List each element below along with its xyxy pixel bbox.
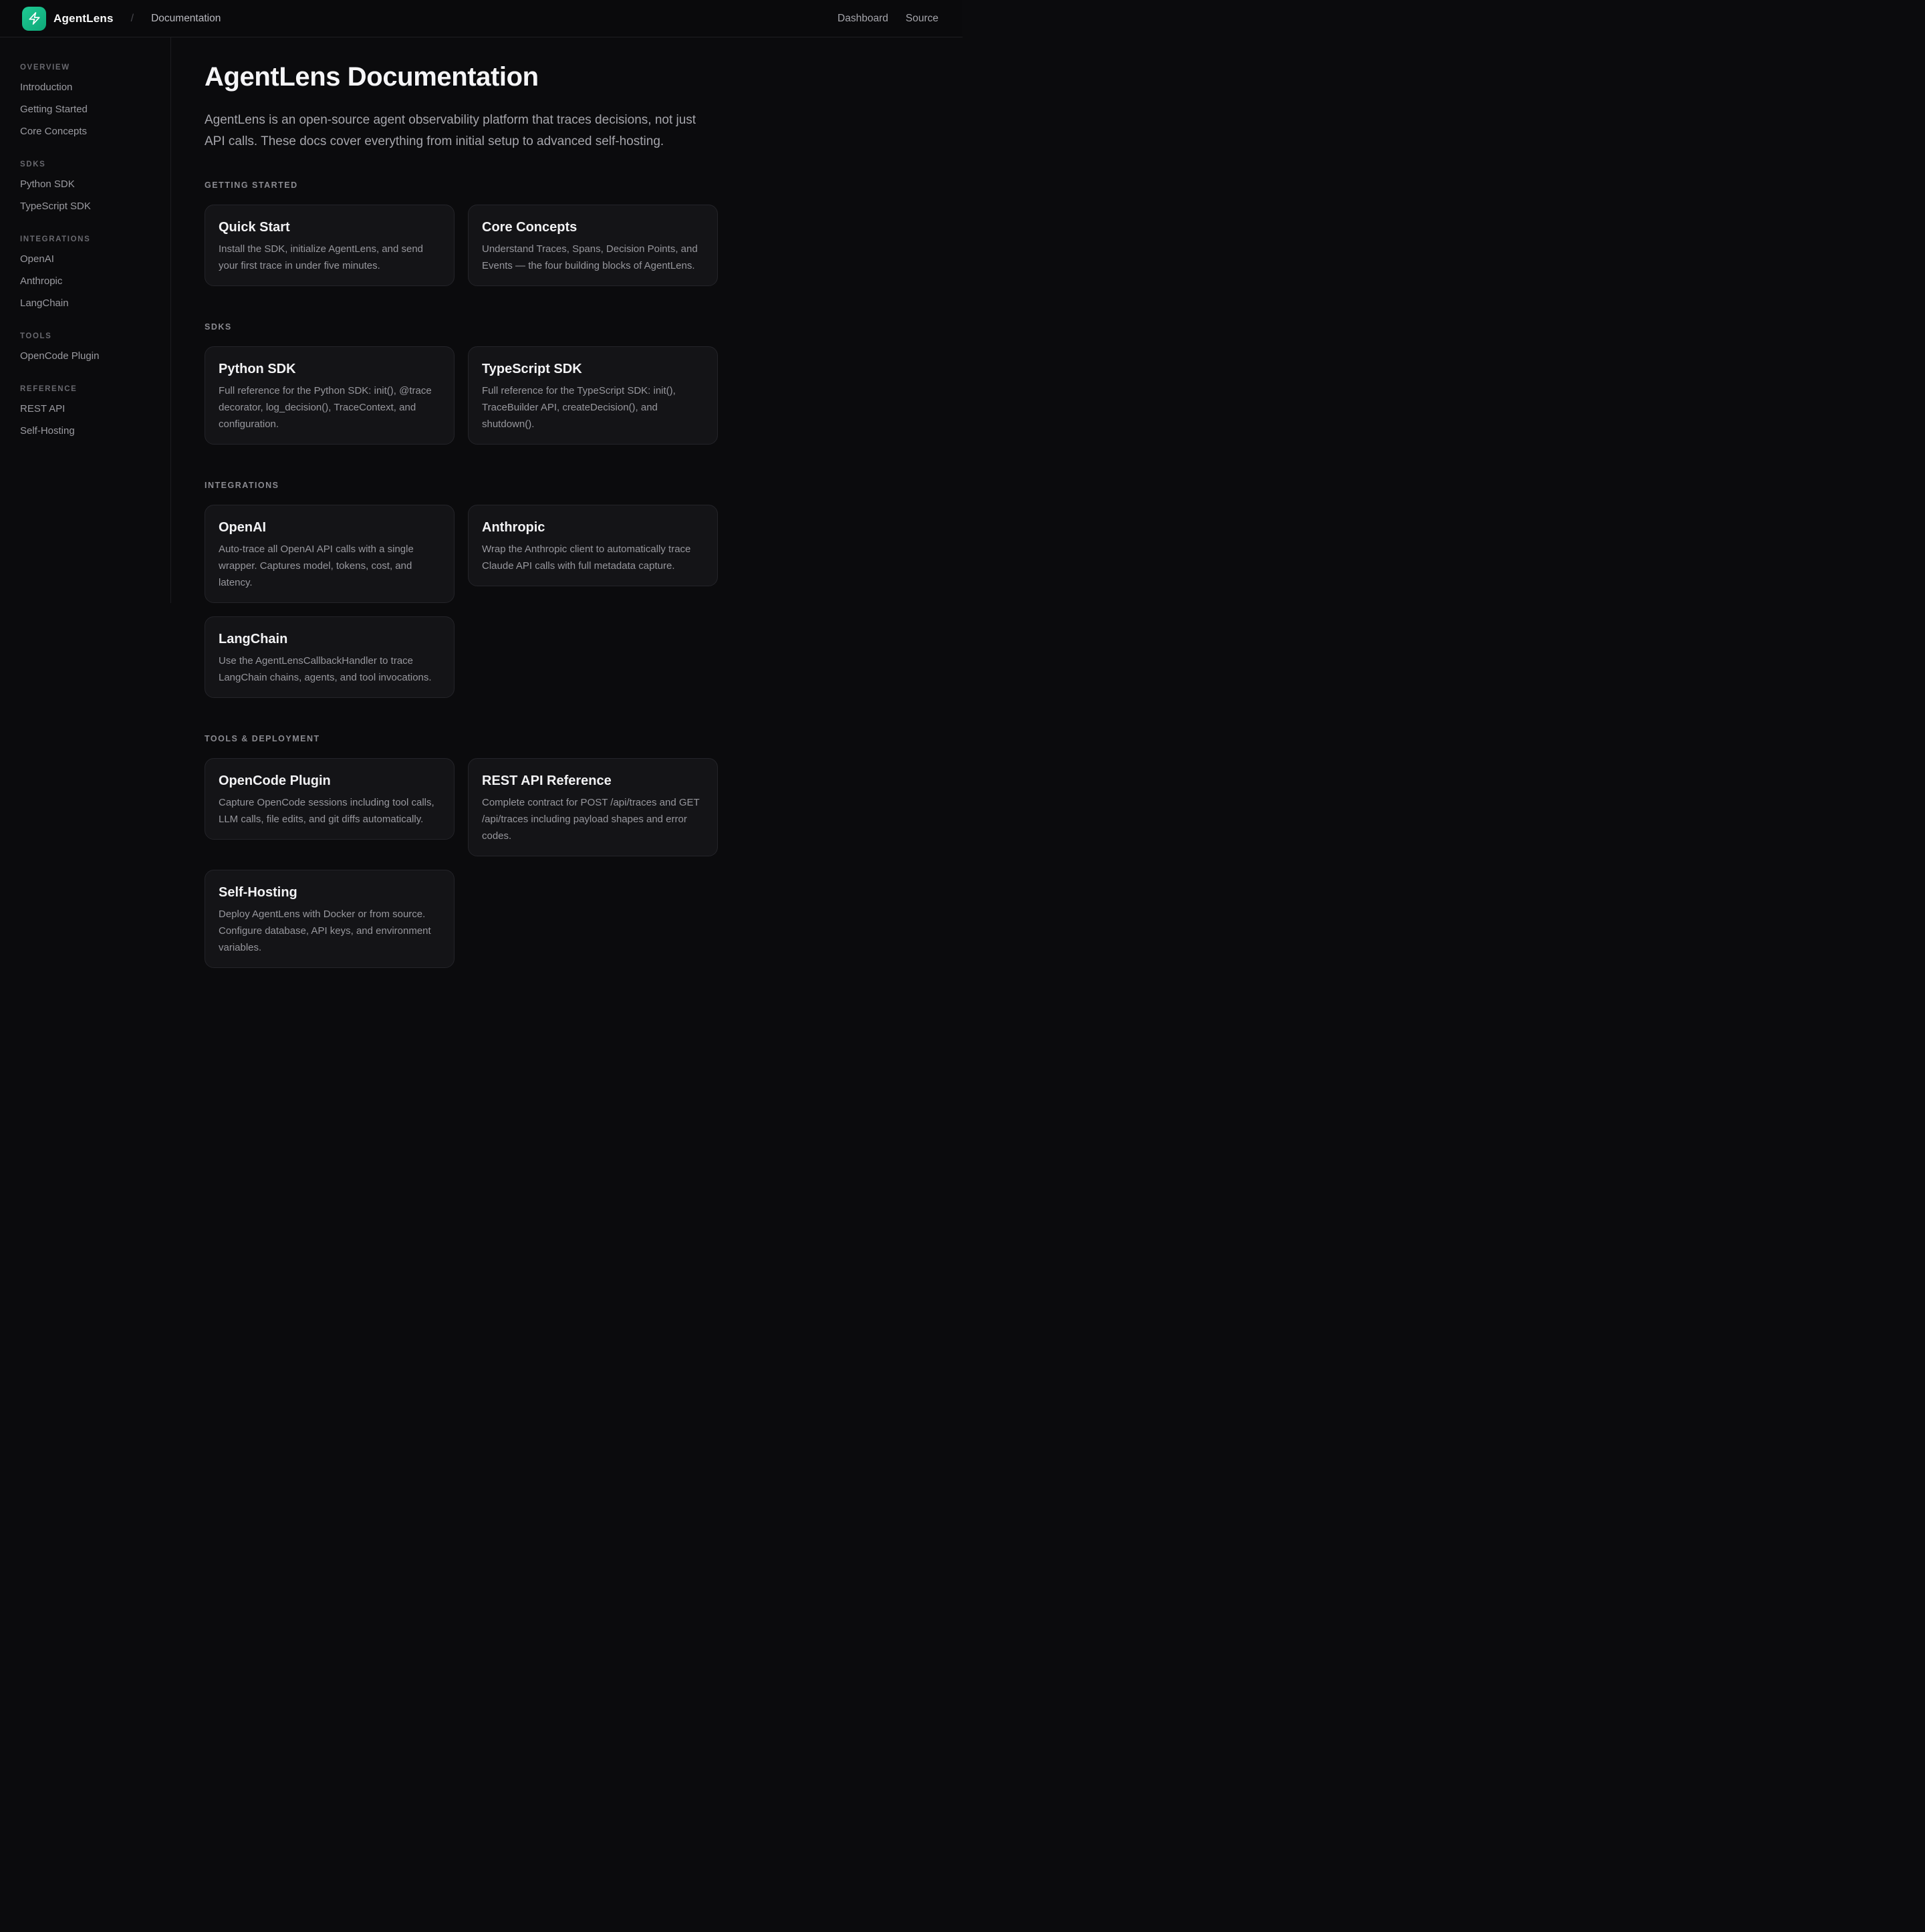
- card-rest-api-reference[interactable]: [468, 758, 718, 856]
- sidebar-item-python-sdk[interactable]: Python SDK: [20, 178, 75, 190]
- sidebar-section-heading-integrations: INTEGRATIONS: [20, 235, 91, 243]
- card-description-anthropic: Wrap the Anthropic client to automatically trace Claude API calls with full metadata capture.: [482, 544, 691, 572]
- card-description-openai: Auto-trace all OpenAI API calls with a single wrapper. Captures model, tokens, cost, and latency.: [219, 544, 414, 588]
- card-anthropic[interactable]: [468, 505, 718, 586]
- nav-link-source[interactable]: Source: [905, 12, 938, 24]
- card-title-quick-start: Quick Start: [219, 220, 290, 235]
- card-title-rest-api-reference: REST API Reference: [482, 773, 612, 788]
- sidebar-section-heading-tools: TOOLS: [20, 332, 52, 340]
- card-typescript-sdk[interactable]: [468, 346, 718, 445]
- sidebar-section-heading-sdks: SDKS: [20, 160, 46, 168]
- card-title-self-hosting: Self-Hosting: [219, 885, 297, 900]
- card-title-anthropic: Anthropic: [482, 520, 545, 535]
- intro-paragraph: AgentLens is an open-source agent observability platform that traces decisions, not just API calls. These docs cover everything from initial setup to advanced self-hosting.: [205, 113, 696, 148]
- doc-sections: [205, 180, 936, 968]
- page-title: AgentLens Documentation: [205, 62, 539, 92]
- nav-links: [838, 13, 938, 25]
- card-title-python-sdk: Python SDK: [219, 362, 296, 376]
- card-description-self-hosting: Deploy AgentLens with Docker or from source. Configure database, API keys, and environment variables.: [219, 909, 431, 953]
- section-label-tools-deployment: TOOLS & DEPLOYMENT: [205, 734, 320, 743]
- sidebar-nav: [0, 37, 171, 603]
- card-openai[interactable]: [205, 505, 455, 603]
- sidebar-item-openai[interactable]: OpenAI: [20, 253, 54, 265]
- card-description-rest-api-reference: Complete contract for POST /api/traces and GET /api/traces including payload shapes and error codes.: [482, 797, 700, 842]
- card-description-typescript-sdk: Full reference for the TypeScript SDK: init(), TraceBuilder API, createDecision(), and shutdown().: [482, 385, 676, 430]
- card-description-opencode-plugin: Capture OpenCode sessions including tool calls, LLM calls, file edits, and git diffs automatically.: [219, 797, 434, 825]
- sidebar-section-heading-overview: OVERVIEW: [20, 64, 70, 72]
- card-langchain[interactable]: [205, 616, 455, 698]
- card-quick-start[interactable]: [205, 205, 455, 286]
- breadcrumb-separator: /: [130, 12, 134, 24]
- card-title-opencode-plugin: OpenCode Plugin: [219, 773, 331, 788]
- section-tools-deployment: [205, 734, 718, 968]
- agentlens-logo[interactable]: [22, 7, 46, 31]
- card-python-sdk[interactable]: [205, 346, 455, 445]
- card-description-langchain: Use the AgentLensCallbackHandler to trace LangChain chains, agents, and tool invocations.: [219, 655, 432, 683]
- sidebar-item-opencode-plugin[interactable]: OpenCode Plugin: [20, 350, 100, 362]
- sidebar-item-anthropic[interactable]: Anthropic: [20, 275, 63, 287]
- sidebar-section-reference: [20, 385, 157, 442]
- sidebar-item-introduction[interactable]: Introduction: [20, 82, 73, 93]
- bolt-icon: [27, 11, 41, 25]
- section-integrations: [205, 481, 718, 698]
- section-sdks: [205, 322, 718, 445]
- sidebar-item-rest-api[interactable]: REST API: [20, 403, 66, 414]
- sidebar-section-tools: [20, 332, 157, 367]
- card-core-concepts[interactable]: [468, 205, 718, 286]
- card-title-langchain: LangChain: [219, 632, 288, 646]
- brand-name[interactable]: AgentLens: [53, 11, 114, 25]
- card-grid-tools-deployment: [205, 758, 718, 968]
- section-getting-started: [205, 180, 718, 286]
- sidebar-item-typescript-sdk[interactable]: TypeScript SDK: [20, 201, 91, 212]
- card-grid-sdks: [205, 346, 718, 445]
- breadcrumb-current-page: Documentation: [151, 12, 221, 24]
- sidebar-item-core-concepts[interactable]: Core Concepts: [20, 126, 88, 137]
- section-label-getting-started: GETTING STARTED: [205, 180, 298, 190]
- card-description-quick-start: Install the SDK, initialize AgentLens, and send your first trace in under five minutes.: [219, 243, 424, 271]
- card-title-typescript-sdk: TypeScript SDK: [482, 362, 582, 376]
- sidebar-section-integrations: [20, 235, 157, 314]
- sidebar-section-heading-reference: REFERENCE: [20, 385, 78, 393]
- card-opencode-plugin[interactable]: [205, 758, 455, 840]
- card-description-python-sdk: Full reference for the Python SDK: init(), @trace decorator, log_decision(), TraceContext, and configuration.: [219, 385, 432, 430]
- card-title-core-concepts: Core Concepts: [482, 220, 578, 235]
- card-grid-integrations: [205, 505, 718, 698]
- sidebar-item-self-hosting[interactable]: Self-Hosting: [20, 425, 75, 437]
- top-navbar: [0, 0, 962, 37]
- card-grid-getting-started: [205, 205, 718, 286]
- section-label-integrations: INTEGRATIONS: [205, 481, 279, 490]
- card-self-hosting[interactable]: [205, 870, 455, 968]
- sidebar-section-overview: [20, 64, 157, 142]
- card-description-core-concepts: Understand Traces, Spans, Decision Points, and Events — the four building blocks of AgentLens.: [482, 243, 698, 271]
- section-label-sdks: SDKS: [205, 322, 232, 332]
- page-layout: [0, 37, 962, 1044]
- main-content: [171, 37, 962, 1044]
- card-title-openai: OpenAI: [219, 520, 267, 535]
- sidebar-item-langchain[interactable]: LangChain: [20, 297, 69, 309]
- sidebar-item-getting-started[interactable]: Getting Started: [20, 104, 88, 115]
- sidebar-section-sdks: [20, 160, 157, 217]
- nav-link-dashboard[interactable]: Dashboard: [838, 12, 888, 24]
